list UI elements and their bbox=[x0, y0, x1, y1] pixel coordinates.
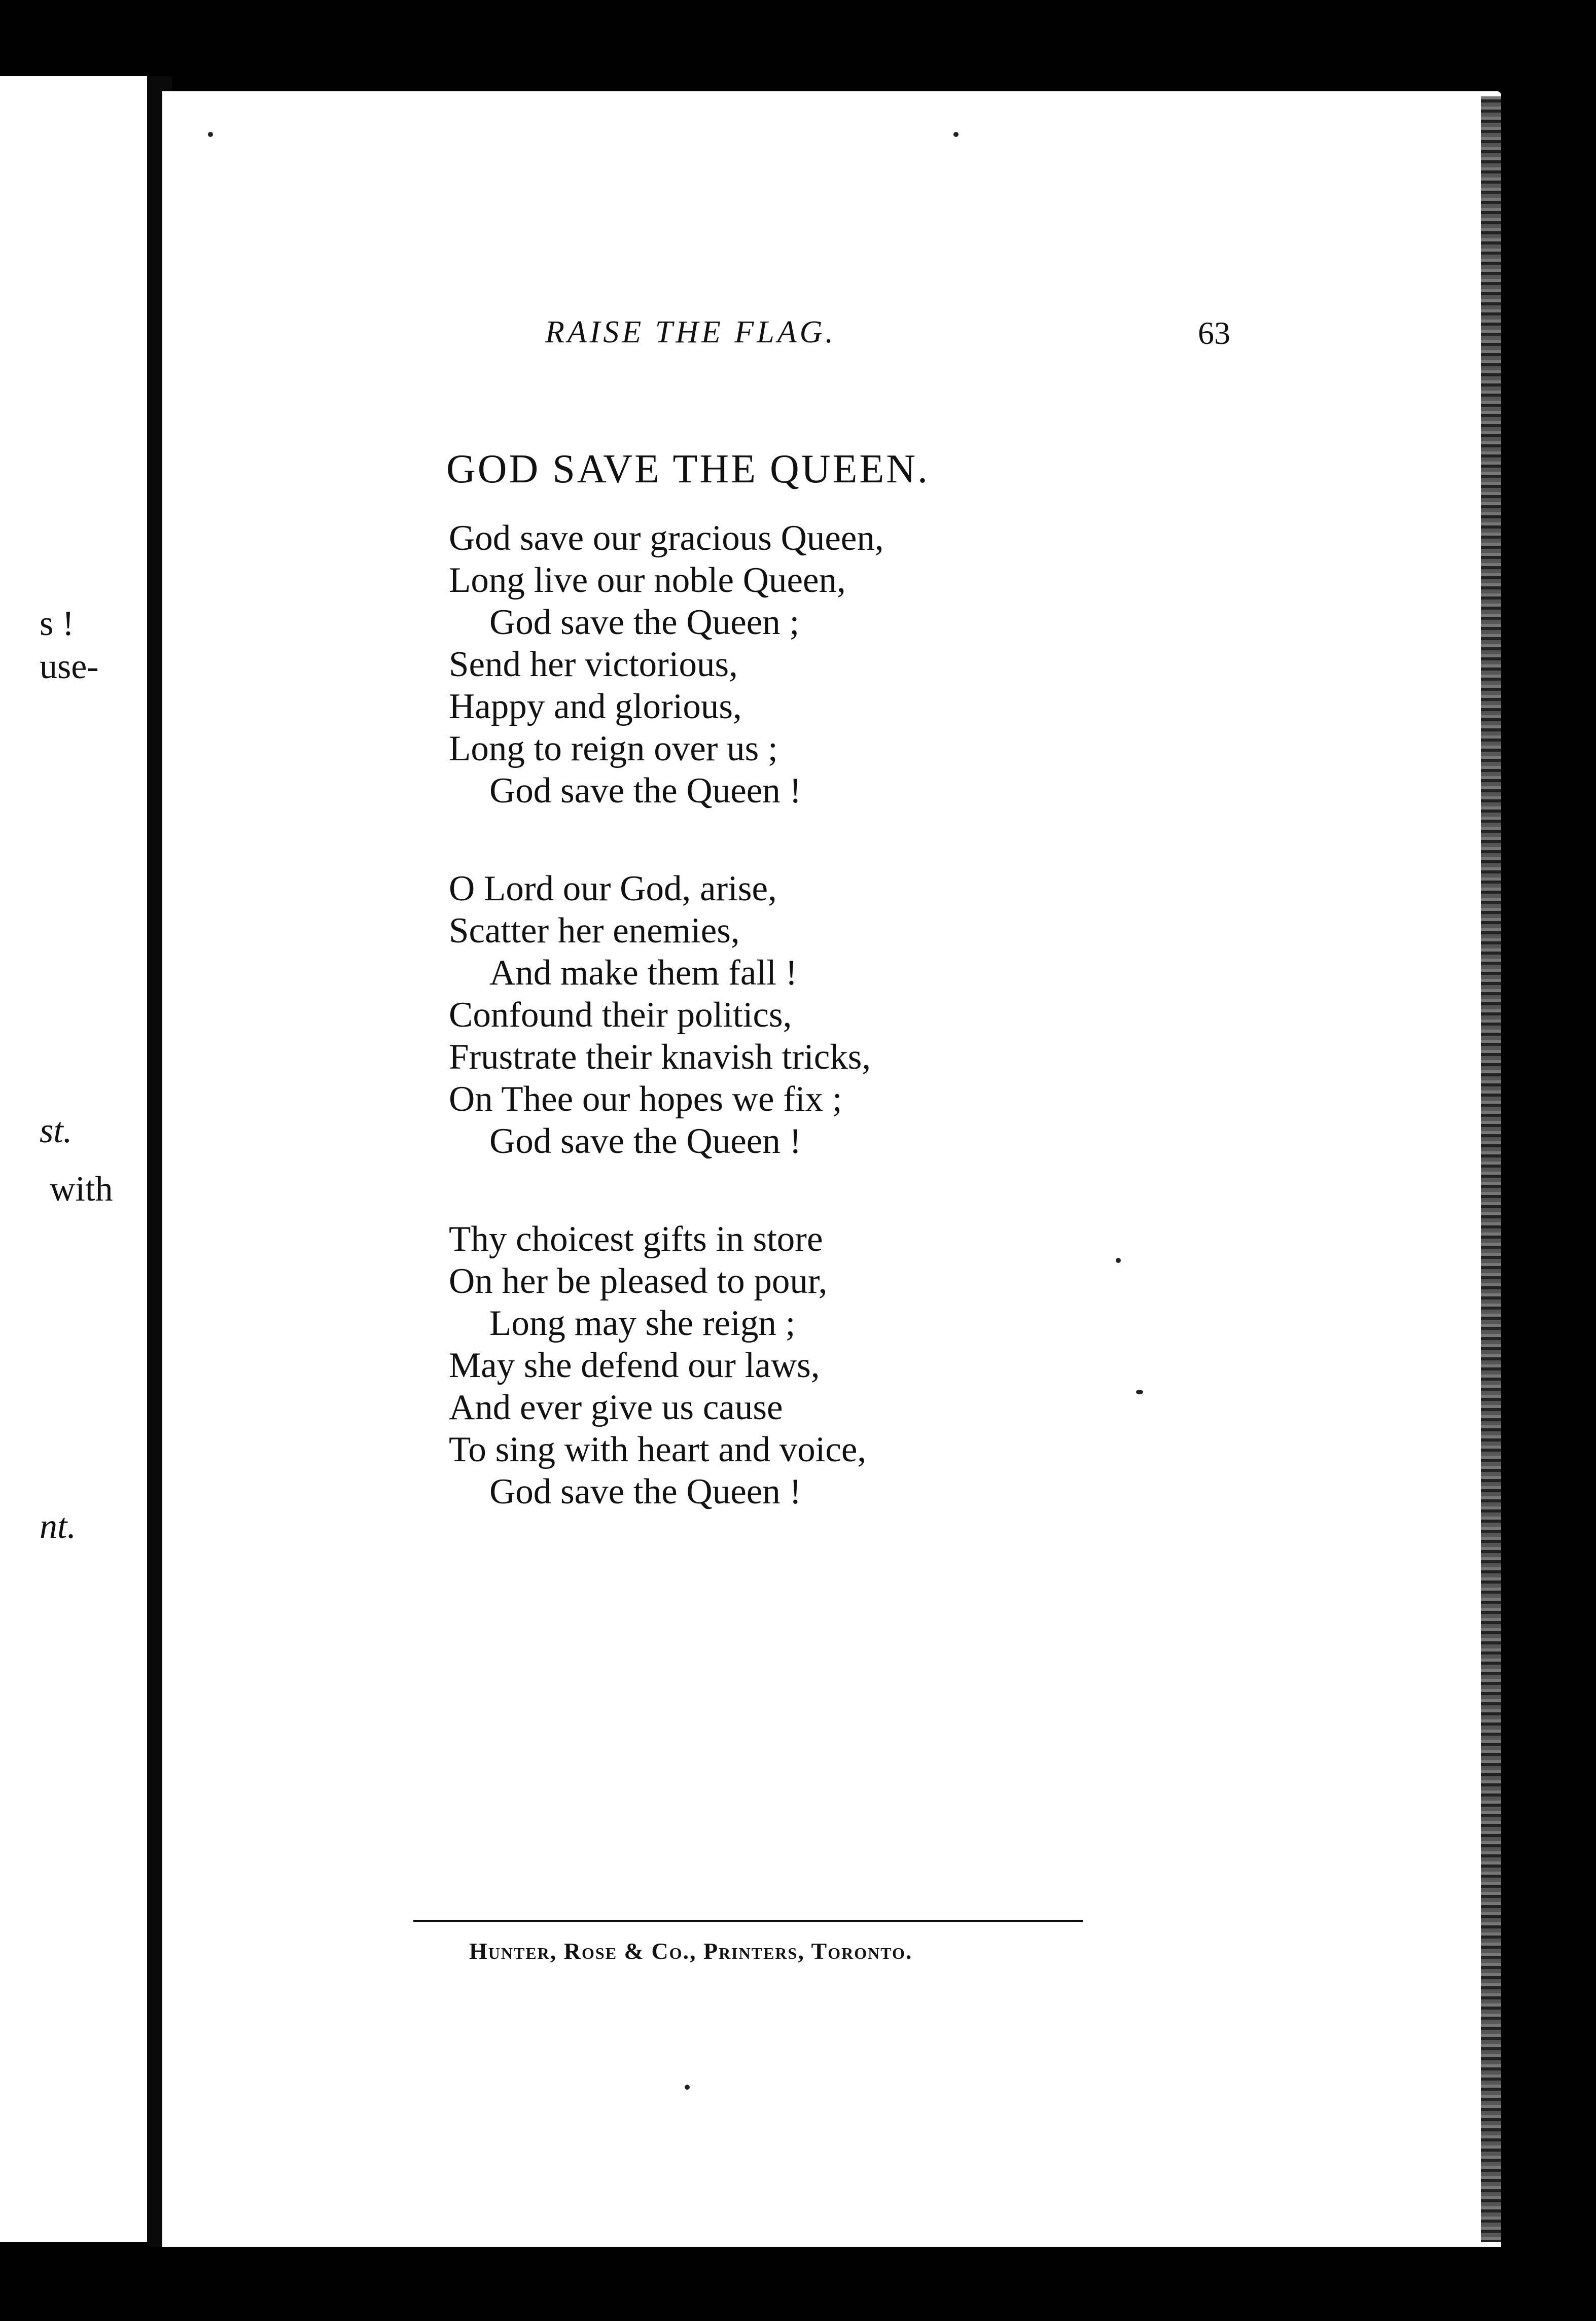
poem-line: And ever give us cause bbox=[449, 1388, 783, 1427]
left-fragment: with bbox=[50, 1170, 113, 1209]
running-head: RAISE THE FLAG. bbox=[545, 315, 836, 349]
poem-line: Happy and glorious, bbox=[449, 687, 742, 726]
left-fragment: s ! bbox=[40, 604, 75, 643]
poem-body bbox=[449, 517, 1108, 1569]
poem-line: God save the Queen ! bbox=[489, 771, 802, 811]
poem-line: Send her victorious, bbox=[449, 645, 738, 684]
left-fragment: nt. bbox=[40, 1507, 76, 1546]
poem-line: Long live our noble Queen, bbox=[449, 560, 846, 600]
poem-line: On her be pleased to pour, bbox=[449, 1261, 828, 1301]
poem-line: Long to reign over us ; bbox=[449, 729, 778, 768]
left-fragment: st. bbox=[40, 1111, 73, 1150]
poem-line: Scatter her enemies, bbox=[449, 911, 740, 951]
poem-line: Frustrate their knavish tricks, bbox=[449, 1037, 871, 1077]
footer-rule bbox=[413, 1920, 1083, 1922]
poem-line: Long may she reign ; bbox=[489, 1304, 796, 1343]
poem-line: God save the Queen ; bbox=[489, 603, 800, 642]
poem-line: Confound their politics, bbox=[449, 995, 792, 1035]
page-number: 63 bbox=[1198, 315, 1230, 351]
paper-speck bbox=[953, 132, 959, 137]
printer-imprint: Hunter, Rose & Co., Printers, Toronto. bbox=[469, 1938, 913, 1964]
paper-speck bbox=[208, 132, 213, 137]
poem-line: God save our gracious Queen, bbox=[449, 518, 884, 558]
poem-line: To sing with heart and voice, bbox=[449, 1430, 867, 1469]
poem-line: Thy choicest gifts in store bbox=[449, 1219, 823, 1259]
paper-speck bbox=[685, 2085, 690, 2090]
left-page-fragment bbox=[0, 76, 147, 2242]
left-fragment: use- bbox=[40, 647, 99, 686]
paper-speck bbox=[1136, 1390, 1143, 1394]
page-edge bbox=[1481, 96, 1501, 2242]
poem-line: On Thee our hopes we fix ; bbox=[449, 1079, 842, 1119]
stanza bbox=[449, 1218, 1108, 1513]
paper-speck bbox=[1116, 1258, 1121, 1263]
poem-line: May she defend our laws, bbox=[449, 1346, 820, 1385]
poem-line: God save the Queen ! bbox=[489, 1121, 802, 1161]
poem-line: God save the Queen ! bbox=[489, 1472, 802, 1511]
poem-line: O Lord our God, arise, bbox=[449, 869, 777, 908]
poem-title: GOD SAVE THE QUEEN. bbox=[446, 447, 930, 491]
stanza bbox=[449, 517, 1108, 812]
poem-line: And make them fall ! bbox=[489, 953, 798, 993]
stanza bbox=[449, 868, 1108, 1163]
